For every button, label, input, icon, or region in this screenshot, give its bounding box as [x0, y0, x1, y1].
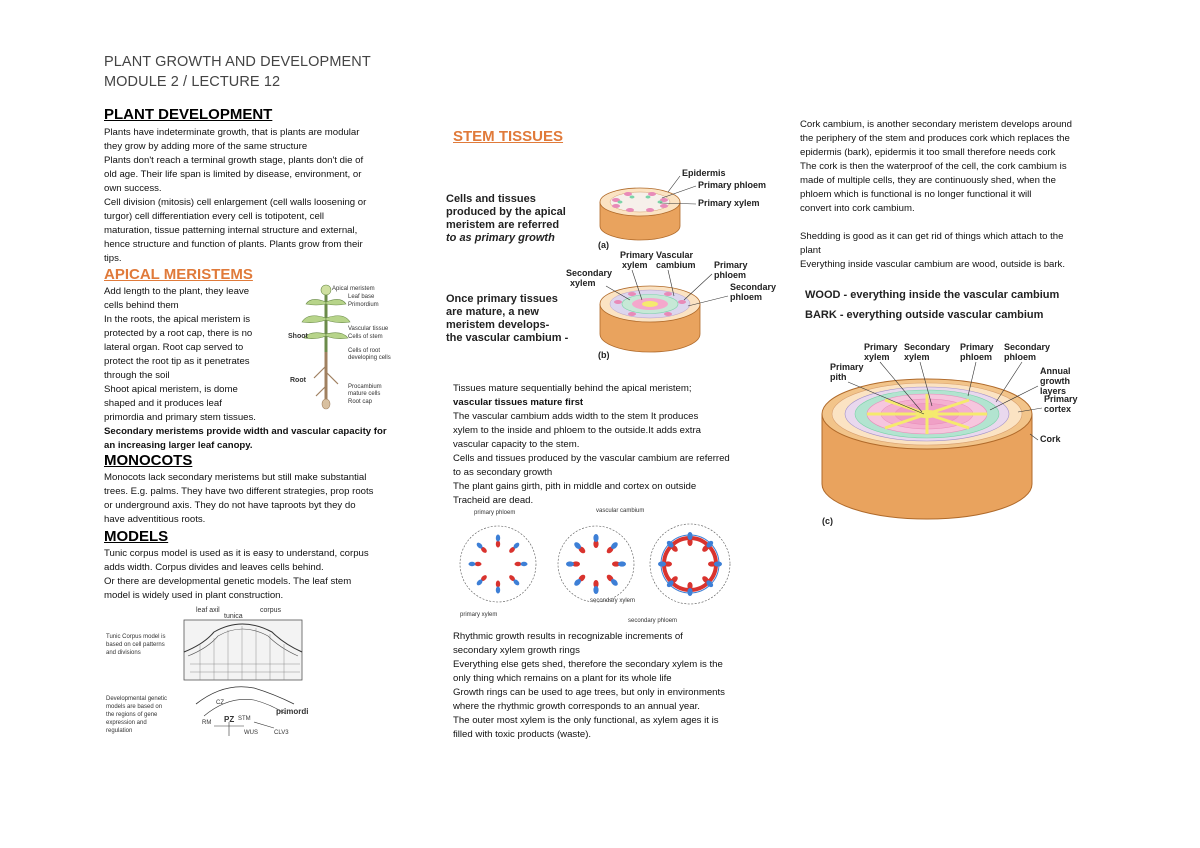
xylem-bundle: [496, 541, 500, 548]
stem-tissues-figure: [446, 162, 796, 362]
text-line: Monocots lack secondary meristems but still make substantial: [104, 472, 367, 483]
phloem-bundle: [593, 534, 598, 542]
label-cells-root: Cells of root: [348, 348, 381, 354]
text-line: The plant gains girth, pith in middle and cortex on outside: [453, 481, 697, 492]
text-line: Tracheid are dead.: [453, 495, 534, 506]
text-line: Add length to the plant, they leave: [104, 286, 250, 297]
text-line: protect the root tip as it penetrates: [104, 356, 250, 367]
label-tunica: tunica: [224, 613, 243, 620]
label-primary-phloem: Primary phloem: [698, 180, 767, 190]
phloem-bundle: [469, 562, 476, 566]
phloem-bundle: [593, 586, 598, 594]
label-primordi: primordi: [276, 707, 309, 716]
label-cz: CZ: [216, 700, 224, 706]
label-mature: mature cells: [348, 391, 381, 397]
text-line: model is widely used in plant construction.: [104, 590, 284, 601]
caption1-line2: based on cell patterns: [106, 642, 165, 648]
text-line: own success.: [104, 183, 162, 194]
stem-text-1: [453, 382, 773, 508]
label-c-secondary-xylem-2: xylem: [904, 352, 930, 362]
text-line: protected by a root cap, there is no: [104, 328, 253, 339]
label-leaf-base: Leaf base: [348, 294, 375, 300]
apical-bold-text: [104, 425, 404, 453]
label-vascular-cambium-2: cambium: [656, 260, 696, 270]
label-primary-phloem-b-1: Primary: [714, 260, 748, 270]
text-line: have adventitious roots.: [104, 514, 206, 525]
text-line: plant: [800, 245, 821, 256]
phloem-bundle: [496, 535, 500, 542]
label-leaf-axil: leaf axil: [196, 607, 220, 614]
text-line: vascular tissues mature first: [453, 397, 584, 408]
ring-stage-2: [558, 526, 634, 602]
text-line: tips.: [104, 253, 122, 264]
caption-a-line3: meristem are referred: [446, 219, 560, 231]
text-line: only thing which remains on a plant for its whole life: [453, 673, 672, 684]
label-c-primary-phloem-1: Primary: [960, 342, 994, 352]
label-secondary-xylem-2: xylem: [570, 278, 596, 288]
text-line: shaped and it produces leaf: [104, 398, 222, 409]
text-line: hence structure and function of plants. Plants grow from their: [104, 239, 363, 250]
phloem-bundle: [566, 561, 574, 566]
label-ring-primary-phloem: primary phloem: [474, 510, 516, 516]
caption2-line5: regulation: [106, 728, 133, 734]
heading-stem-tissues: STEM TISSUES: [453, 128, 564, 145]
text-line: or underground axis. They do not have taproots byt they do: [104, 500, 356, 511]
text-line: Plants have indeterminate growth, that is plants are modular: [104, 127, 360, 138]
text-line: Shedding is good as it can get rid of things which attach to the: [800, 231, 1064, 242]
vascular-rings-figure: [456, 506, 736, 624]
phloem-bundle: [687, 588, 692, 596]
xylem-bundle: [496, 581, 500, 588]
caption-b-line2: are mature, a new: [446, 306, 539, 318]
label-shoot: Shoot: [288, 333, 308, 340]
page-title-line2: MODULE 2 / LECTURE 12: [104, 74, 281, 90]
label-procambium: Procambium: [348, 384, 382, 390]
text-line: Cells and tissues produced by the vascular cambium are referred: [453, 453, 730, 464]
label-ring-secondary-phloem: secondary phloem: [628, 618, 678, 624]
label-primary-xylem-b-1: Primary: [620, 250, 654, 260]
ring-stage-1: [460, 526, 536, 602]
heading-apical-meristems: APICAL MERISTEMS: [104, 266, 253, 283]
ring-stage-3: [650, 524, 730, 604]
caption1-line1: Tunic Corpus model is: [106, 634, 166, 640]
stem-c-drawing: [822, 379, 1032, 519]
page-title-line1: PLANT GROWTH AND DEVELOPMENT: [104, 54, 371, 70]
text-line: through the soil: [104, 370, 170, 381]
text-line: to as secondary growth: [453, 467, 553, 478]
label-c-primary-xylem-2: xylem: [864, 352, 890, 362]
label-b: (b): [598, 350, 610, 360]
text-line: epidermis (bark), epidermis it too small therefore needs cork: [800, 147, 1056, 158]
label-a: (a): [598, 240, 609, 250]
phloem-bundle: [618, 561, 626, 566]
label-root-cap: Root cap: [348, 399, 373, 405]
label-secondary-phloem-1: Secondary: [730, 282, 777, 292]
label-c: (c): [822, 516, 833, 526]
text-line: old age. Their life span is limited by disease, environment, or: [104, 169, 362, 180]
text-line: Growth rings can be used to age trees, but only in environments: [453, 687, 725, 698]
heading-models: MODELS: [104, 528, 169, 545]
apical-meristem-figure: [286, 282, 391, 412]
text-line: turgor) cell differentiation every cell is totipotent, cell: [104, 211, 325, 222]
caption-b-line4: the vascular cambium -: [446, 332, 569, 344]
text-line: Cell division (mitosis) cell enlargement (cell walls loosening or: [104, 197, 367, 208]
text-line: vascular capacity to the stem.: [453, 439, 580, 450]
label-vascular-cambium-1: Vascular: [656, 250, 694, 260]
text-line: the periphery of the stem and produces cork which replaces the: [800, 133, 1070, 144]
shoot-drawing: [302, 285, 350, 352]
phloem-bundle: [687, 532, 692, 540]
text-line: made of multiple cells, they are continuously shed, when the: [800, 175, 1056, 186]
label-developing: developing cells: [348, 355, 391, 361]
label-c-secondary-phloem-1: Secondary: [1004, 342, 1051, 352]
text-line: they grow by adding more of the same structure: [104, 141, 308, 152]
text-line: secondary xylem growth rings: [453, 645, 580, 656]
label-c-cork: Cork: [1040, 434, 1061, 444]
text-line: Shoot apical meristem, is dome: [104, 384, 238, 395]
caption-a-line4: to as primary growth: [446, 232, 555, 244]
stem-text-2: [453, 630, 773, 742]
label-primary-xylem-b-2: xylem: [622, 260, 648, 270]
label-c-annual-2: growth: [1040, 376, 1070, 386]
label-corpus: corpus: [260, 607, 282, 614]
text-line: convert into cork cambium.: [800, 203, 915, 214]
models-text: [104, 547, 404, 603]
label-c-primary-cortex-1: Primary: [1044, 394, 1078, 404]
xylem-bundle: [475, 562, 482, 566]
label-c-primary-pith-2: pith: [830, 372, 847, 382]
text-line: The cork is then the waterproof of the cell, the cork cambium is: [800, 161, 1067, 172]
label-c-primary-pith-1: Primary: [830, 362, 864, 372]
phloem-bundle: [521, 562, 528, 566]
text-line: lateral organ. Root cap served to: [104, 342, 244, 353]
label-stm: STM: [238, 716, 251, 722]
label-c-annual-1: Annual: [1040, 366, 1071, 376]
caption-a-line1: Cells and tissues: [446, 193, 536, 205]
label-ring-secondary-xylem: secondary xylem: [590, 598, 636, 604]
text-line: Tunic corpus model is used as it is easy to understand, corpus: [104, 548, 369, 559]
text-line: In the roots, the apical meristem is: [104, 314, 251, 325]
label-ring-vascular-cambium: vascular cambium: [596, 508, 645, 514]
caption-b-line3: meristem develops-: [446, 319, 550, 331]
label-c-secondary-xylem-1: Secondary: [904, 342, 951, 352]
caption2-line1: Developmental genetic: [106, 696, 168, 702]
shedding-text: [800, 230, 1110, 272]
models-figure: [104, 604, 314, 744]
label-wus: WUS: [244, 730, 258, 736]
label-root: Root: [290, 377, 306, 384]
apical-text: [104, 285, 284, 425]
caption-a-line2: produced by the apical: [446, 206, 566, 218]
caption1-line3: and divisions: [106, 650, 141, 656]
wood-caption: WOOD - everything inside the vascular cambium: [805, 289, 1060, 301]
text-line: where the rhythmic growth corresponds to an annual year.: [453, 701, 700, 712]
heading-plant-development: PLANT DEVELOPMENT: [104, 106, 273, 123]
label-vascular-tissue: Vascular tissue: [348, 326, 389, 332]
stem-b-drawing: [600, 286, 700, 352]
text-line: Everything inside vascular cambium are wood, outside is bark.: [800, 259, 1066, 270]
text-line: primordia and primary stem tissues.: [104, 412, 256, 423]
label-clv3: CLV3: [274, 730, 289, 736]
label-cells-stem: Cells of stem: [348, 334, 383, 340]
label-c-primary-cortex-2: cortex: [1044, 404, 1072, 414]
text-line: adds width. Corpus divides and leaves cells behind.: [104, 562, 324, 573]
text-line: Everything else gets shed, therefore the secondary xylem is the: [453, 659, 723, 670]
text-line: maturation, tissue patterning internal structure and external,: [104, 225, 358, 236]
bark-caption: BARK - everything outside vascular cambium: [805, 309, 1044, 321]
label-ring-primary-xylem: primary xylem: [460, 612, 498, 618]
text-line: cells behind them: [104, 300, 179, 311]
caption-b-line1: Once primary tissues: [446, 293, 558, 305]
phloem-bundle: [496, 587, 500, 594]
label-c-secondary-phloem-2: phloem: [1004, 352, 1037, 362]
text-line: Rhythmic growth results in recognizable increments of: [453, 631, 683, 642]
text-line: Secondary meristems provide width and vascular capacity for: [104, 426, 387, 437]
text-line: trees. E.g. palms. They have two different strategies, prop roots: [104, 486, 374, 497]
monocots-text: [104, 471, 404, 527]
cork-text: [800, 118, 1110, 216]
text-line: Plants don't reach a terminal growth stage, plants don't die of: [104, 155, 364, 166]
label-c-annual-3: layers: [1040, 386, 1067, 396]
label-rm: RM: [202, 720, 212, 726]
label-apical-meristem: Apical meristem: [332, 286, 375, 292]
label-epidermis: Epidermis: [682, 168, 726, 178]
text-line: an increasing larger leaf canopy.: [104, 440, 253, 451]
phloem-bundle: [658, 561, 666, 566]
heading-monocots: MONOCOTS: [104, 452, 193, 469]
wood-bark-figure: [800, 284, 1100, 534]
label-primordium: Primordium: [348, 302, 379, 308]
caption2-line4: expression and: [106, 720, 147, 726]
label-secondary-phloem-2: phloem: [730, 292, 763, 302]
root-drawing: [314, 352, 338, 409]
label-primary-xylem: Primary xylem: [698, 198, 760, 208]
label-pz: PZ: [224, 715, 235, 724]
caption2-line3: the regions of gene: [106, 712, 158, 718]
plant-development-text: [104, 126, 404, 266]
text-line: The outer most xylem is the only functional, as xylem ages it is: [453, 715, 719, 726]
text-line: filled with toxic products (waste).: [453, 729, 592, 740]
text-line: Or there are developmental genetic models. The leaf stem: [104, 576, 352, 587]
text-line: xylem to the inside and phloem to the outside.It adds extra: [453, 425, 701, 436]
label-secondary-xylem-1: Secondary: [566, 268, 613, 278]
text-line: Cork cambium, is another secondary meristem develops around: [800, 119, 1072, 130]
phloem-bundle: [714, 561, 722, 566]
xylem-bundle: [515, 562, 522, 566]
text-line: phloem which is functional is no longer functional it will: [800, 189, 1032, 200]
text-line: The vascular cambium adds width to the stem It produces: [453, 411, 699, 422]
tunica-corpus-drawing: [184, 620, 302, 680]
caption2-line2: models are based on: [106, 704, 163, 710]
text-line: Tissues mature sequentially behind the apical meristem;: [453, 383, 692, 394]
label-c-primary-xylem-1: Primary: [864, 342, 898, 352]
label-c-primary-phloem-2: phloem: [960, 352, 993, 362]
label-primary-phloem-b-2: phloem: [714, 270, 747, 280]
